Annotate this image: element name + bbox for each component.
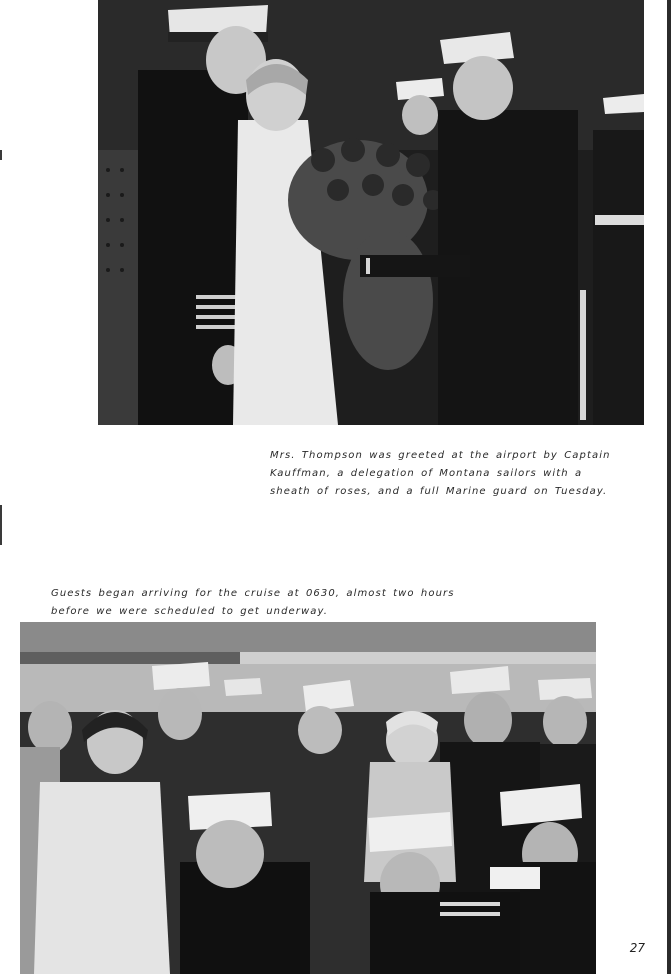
photo-caption-bottom: Guests began arriving for the cruise at 0630, almost two hours before we were scheduled to get underway. [51, 588, 455, 617]
photo-greeting-at-airport [98, 0, 644, 425]
margin-mark [0, 505, 2, 545]
margin-mark [0, 150, 2, 160]
page-number: 27 [629, 941, 645, 955]
page-edge-shadow [667, 0, 671, 974]
photo-caption-top: Mrs. Thompson was greeted at the airport by Captain Kauffman, a delegation of Montana sailors with a sheath of roses, and a full Marine guard on Tuesday. [270, 450, 611, 497]
photo-guests-arriving [20, 622, 596, 974]
